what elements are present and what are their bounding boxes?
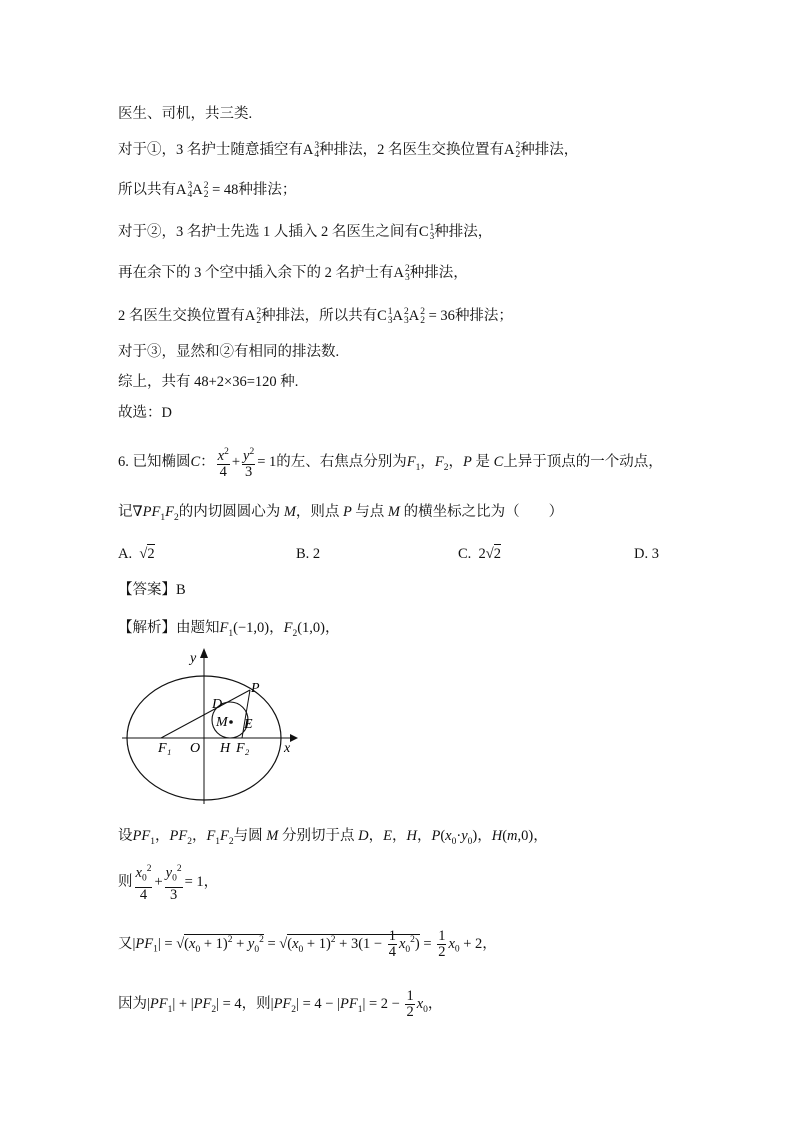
line-6: 2 名医生交换位置有A 2 2 种排法，所以共有C 1 3 A 2 3 A 2 2 = 36种排法；: [118, 306, 513, 326]
option-c: C. 2√2: [458, 546, 502, 562]
label-m: M: [216, 715, 228, 730]
line-7: 对于③，显然和②有相同的排法数.: [118, 344, 340, 360]
line-8: 综上，共有 48+2×36=120 种.: [118, 374, 299, 390]
analysis-then-line: 则 $\frac{x_0^2}{4}$ + $\frac{y_0^2}{3}$ = 1，: [118, 864, 219, 904]
line-4: 对于②，3 名护士先选 1 人插入 2 名医生之间有C 1 3 种排法，: [118, 222, 493, 242]
label-y: y: [190, 651, 197, 666]
label-d: D: [212, 697, 223, 712]
analysis-again-line: 又$|PF_1| = √(x_0 + 1)^2 + y_0^2 = √(x_0 + 1)^2 + 3(1$ − $\frac{1}{4}$ $x_0^2$) = $\frac{1}{2}$ $x_0 + 2$，: [118, 928, 497, 960]
y-axis-arrow: [200, 648, 208, 658]
x-axis-arrow: [290, 734, 298, 742]
label-x: x: [284, 741, 291, 756]
line-5: 再在余下的 3 个空中插入余下的 2 名护士有A 2 3 种排法，: [118, 263, 468, 283]
option-a: A. √2: [118, 546, 155, 562]
option-b: B. 2: [296, 546, 321, 562]
label-o: O: [190, 741, 201, 756]
ellipse-figure: [118, 648, 318, 808]
question-6-line-1: 6. 已知椭圆C： $\frac{x^2}{4}$ + $\frac{y^2}{3}$ = 1的左、右焦点分别为$F_1$，$F_2$，P 是 C上异于顶点的一个动点，: [118, 447, 663, 481]
line-9: 故选：D: [118, 405, 172, 421]
option-d: D. 3: [634, 546, 659, 562]
label-f1: F₁: [158, 741, 172, 756]
center-m-point: [229, 720, 233, 724]
line-1: 医生、司机，共三类.: [118, 106, 253, 122]
line-3: 所以共有A 3 4 A 2 2 = 48种排法；: [118, 180, 297, 200]
question-6-line-2: 记$\nabla PF_1F_2$的内切圆圆心为 M，则点 P 与点 M 的横坐标之比为（ ）: [118, 504, 564, 523]
label-f2: F₂: [236, 741, 250, 756]
label-p: P: [251, 681, 260, 696]
analysis-because-line: 因为$|PF_1| + |PF_2| = 4$，则$|PF_2| = 4 - |PF_1| = 2$ − $\frac{1}{2}$ $x_0$，: [118, 988, 443, 1021]
answer-label: 【答案】B: [118, 582, 186, 598]
label-e: E: [244, 717, 253, 732]
analysis-label: 【解析】由题知$F_1(-1,0)$，$F_2(1,0)$，: [118, 620, 340, 639]
analysis-set-line: 设$PF_1$，$PF_2$，$F_1F_2$与圆 M 分别切于点 D，E，H，$P(x_0\cdot y_0)$，H(m,0)，: [118, 828, 548, 847]
segment-pf1: [161, 690, 250, 738]
label-h: H: [220, 741, 231, 756]
line-2: 对于①，3 名护士随意插空有A 3 4 种排法，2 名医生交换位置有A 2 2 种排法，: [118, 140, 579, 160]
